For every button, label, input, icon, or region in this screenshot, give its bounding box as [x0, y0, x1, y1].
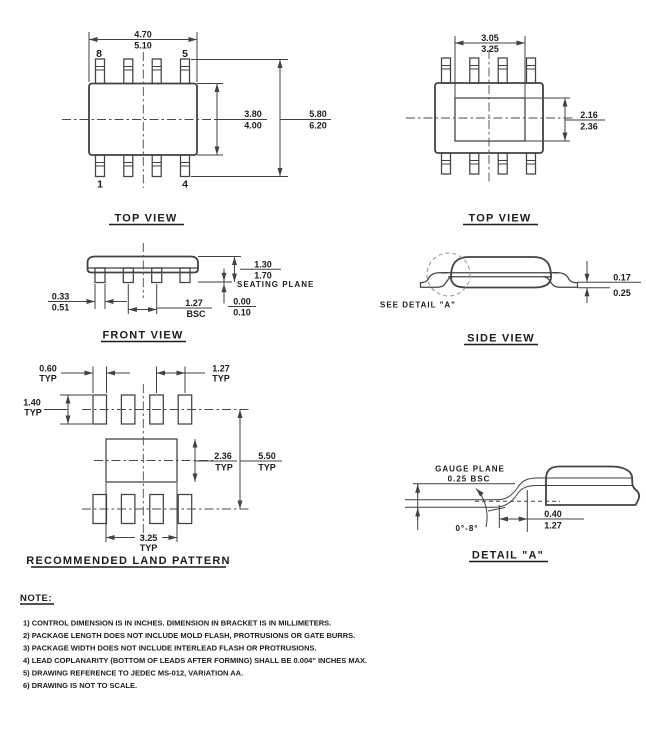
leg	[95, 268, 105, 283]
land-pattern	[23, 364, 282, 568]
notes-heading: NOTE:	[20, 593, 53, 604]
pin	[124, 59, 133, 84]
angle-label: 0°-8°	[455, 524, 479, 533]
dim-pitch: 1.27	[185, 298, 203, 308]
dim-standoff-min: 0.00	[233, 296, 251, 307]
view-title: FRONT VIEW	[102, 329, 184, 342]
note-line-2: 2) PACKAGE LENGTH DOES NOT INCLUDE MOLD FLASH, PROTRUSIONS OR GATE BURRS.	[23, 631, 356, 640]
leg	[152, 268, 162, 283]
view-title: TOP VIEW	[114, 212, 178, 225]
bottom-pins	[96, 155, 190, 177]
front-view	[48, 243, 314, 342]
pin-rib-lines	[96, 67, 190, 71]
dim-overall-qual: TYP	[258, 462, 276, 473]
pin-rib-lines	[442, 66, 536, 70]
view-title: RECOMMENDED LAND PATTERN	[26, 555, 231, 567]
dim-overall-min: 5.80	[309, 109, 327, 119]
exposed-pad	[455, 98, 525, 141]
dim-foot-max: 1.27	[544, 520, 562, 531]
detail-a	[405, 465, 639, 562]
dim-body-max: 4.00	[244, 120, 262, 131]
dim-overall-max: 6.20	[309, 120, 327, 131]
pin-rib-lines	[96, 163, 190, 167]
notes-section	[20, 593, 367, 690]
pin	[498, 58, 507, 83]
lead-bend-upper	[497, 478, 633, 500]
dim-pitch-qual: BSC	[186, 309, 206, 319]
pin-label-5: 5	[182, 48, 188, 60]
dim-lead-max: 0.51	[51, 302, 70, 313]
pin	[527, 58, 536, 83]
lead-bend-lower	[494, 486, 632, 508]
dim-thickness-max: 0.25	[613, 288, 631, 298]
note-line-4: 4) LEAD COPLANARITY (BOTTOM OF LEADS AFTER FORMING) SHALL BE 0.004" INCHES MAX.	[23, 656, 368, 665]
dim-foot-min: 0.40	[544, 509, 562, 519]
leg	[180, 268, 190, 283]
note-line-3: 3) PACKAGE WIDTH DOES NOT INCLUDE INTERLEAD FLASH OR PROTRUSIONS.	[23, 643, 317, 653]
bottom-pins	[442, 153, 536, 174]
top-view-left	[62, 30, 331, 225]
pin	[152, 59, 161, 84]
dim-height-min: 1.30	[254, 259, 272, 270]
dim-pad-height-min: 2.16	[580, 110, 598, 120]
top-view-right	[406, 33, 605, 225]
dim-center-height-qual: TYP	[215, 462, 233, 473]
leg	[123, 268, 133, 283]
dim-thickness-min: 0.17	[613, 272, 631, 283]
gauge-offset-label: 0.25 BSC	[447, 474, 491, 484]
note-line-6: 6) DRAWING IS NOT TO SCALE.	[23, 681, 138, 690]
top-pins	[96, 59, 190, 84]
dim-pad-width-qual: TYP	[39, 373, 57, 384]
see-detail-label: SEE DETAIL "A"	[380, 300, 456, 310]
dim-pad-width: 0.60	[39, 363, 57, 374]
pin-rib-lines	[442, 161, 536, 165]
dim-pad-height-max: 2.36	[580, 121, 598, 132]
legs	[95, 268, 190, 283]
dim-pad-height: 1.40	[23, 397, 41, 408]
package-body	[88, 257, 199, 273]
dim-width-max: 5.10	[134, 40, 152, 51]
dim-overall: 5.50	[258, 451, 276, 461]
dim-lead-min: 0.33	[51, 291, 70, 302]
dim-height-max: 1.70	[254, 270, 272, 281]
dim-pad-height-qual: TYP	[24, 407, 42, 418]
pin-label-1: 1	[97, 178, 103, 191]
pin-label-8: 8	[96, 48, 102, 60]
dim-pitch-qual: TYP	[212, 373, 230, 384]
dim-pad-width-max: 3.25	[481, 44, 499, 54]
gauge-plane-label: GAUGE PLANE	[435, 464, 505, 474]
pin	[442, 58, 451, 83]
view-title: SIDE VIEW	[467, 332, 535, 345]
gullwing-lead-left	[421, 273, 455, 288]
side-view	[380, 253, 641, 345]
pin	[181, 59, 190, 84]
view-title: TOP VIEW	[468, 212, 532, 225]
dim-width-min: 4.70	[134, 29, 152, 40]
dim-center-height: 2.36	[214, 451, 232, 461]
detail-callout-circle	[427, 253, 470, 296]
note-line-5: 5) DRAWING REFERENCE TO JEDEC MS-012, VARIATION AA.	[23, 668, 244, 678]
view-title: DETAIL "A"	[471, 549, 545, 562]
pin	[470, 58, 479, 83]
pin	[96, 59, 105, 84]
dim-pitch: 1.27	[212, 363, 230, 374]
seating-plane-label: SEATING PLANE	[237, 280, 315, 289]
note-line-1: 1) CONTROL DIMENSION IS IN INCHES. DIMENSION IN BRACKET IS IN MILLIMETERS.	[23, 618, 332, 628]
gullwing-lead-right	[543, 273, 578, 288]
top-pins	[442, 58, 536, 83]
dim-center-width-qual: TYP	[139, 543, 158, 553]
foot-angle-line	[488, 508, 505, 512]
dim-body-min: 3.80	[244, 109, 262, 119]
dim-pad-width-min: 3.05	[481, 33, 499, 43]
dim-center-width: 3.25	[139, 533, 158, 543]
dim-standoff-max: 0.10	[233, 307, 251, 318]
pin-label-4: 4	[182, 178, 188, 191]
